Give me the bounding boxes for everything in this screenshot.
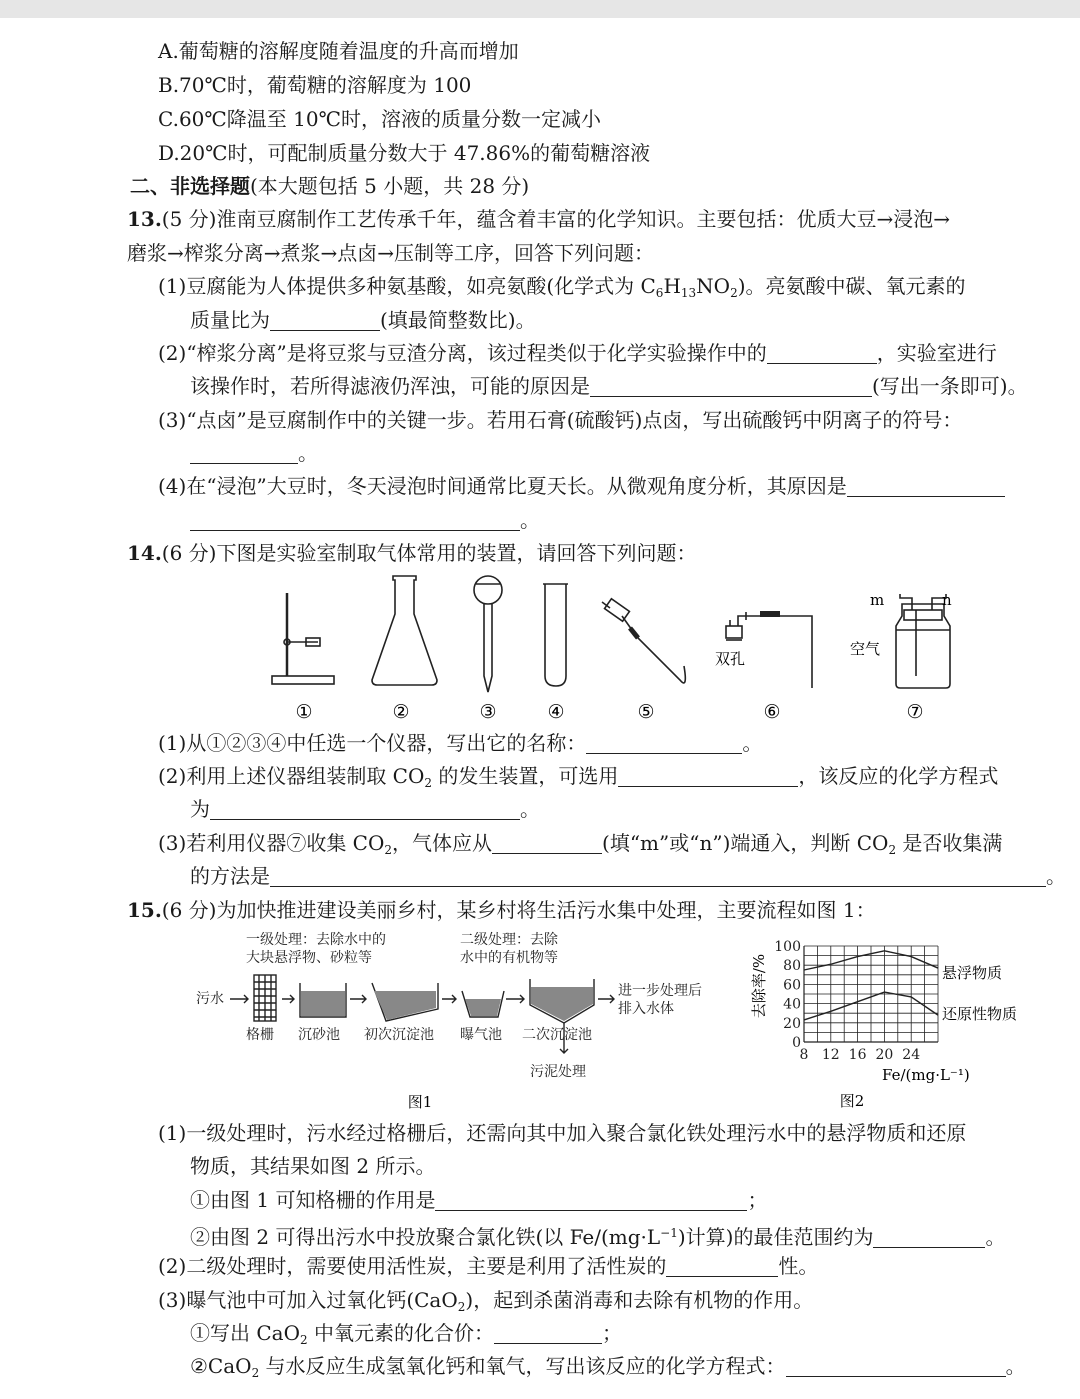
removal-rate-chart (752, 930, 1072, 1120)
q14-p2-tail: ，该反应的化学方程式 (798, 764, 999, 788)
q13-p1b-tail: (填最简整数比)。 (380, 308, 536, 332)
apparatus-figure (260, 568, 960, 728)
option-d: D.20℃时，可配制质量分数大于 47.86%的葡萄糖溶液 (158, 141, 651, 165)
q14-p3-mid: ，气体应从 (392, 831, 493, 855)
sub-6: 6 (655, 286, 664, 300)
q15-p1d-mid: )计算)的最佳范围约为 (677, 1225, 874, 1249)
q14-p2b-tail: 。 (520, 797, 540, 821)
q13-intro-1 (127, 206, 950, 232)
q15-p3b-tail: 。 (1005, 1354, 1026, 1378)
answer-blank[interactable] (494, 1321, 602, 1344)
q15-p3a-tail: ； (601, 1321, 622, 1345)
secondary-tank-label: 二次沉淀池 (522, 1027, 592, 1043)
answer-blank[interactable] (847, 474, 1005, 497)
answer-blank[interactable] (270, 864, 1046, 887)
sub-13: 13 (680, 286, 697, 300)
q13-p2-text: (2)“榨浆分离”是将豆浆与豆渣分离，该过程类似于化学实验操作中的 (158, 341, 767, 365)
q15-p2-tail: 性。 (778, 1254, 819, 1278)
q14-p3b-text: 的方法是 (190, 864, 270, 888)
answer-blank[interactable] (618, 764, 798, 787)
fig1-caption: 图1 (407, 1093, 433, 1111)
answer-blank[interactable] (767, 341, 877, 364)
shuangkong-label: 双孔 (715, 650, 746, 668)
q15-p3-text: (3)曝气池中可加入过氧化钙(CaO (158, 1288, 458, 1312)
q14-intro-text: (6 分)下图是实验室制取气体常用的装置，请回答下列问题： (161, 541, 697, 565)
q14-p1-text: (1)从①②③④中任选一个仪器，写出它的名称： (158, 731, 587, 755)
air-label: 空气 (850, 640, 881, 658)
answer-blank[interactable] (210, 797, 520, 820)
q14-p3-line2 (190, 863, 1066, 889)
q15-p1d-tail: 。 (985, 1225, 1006, 1249)
sub-2: 2 (457, 1300, 466, 1314)
process-flow-figure (190, 925, 750, 1115)
q13-p2b-text: 该操作时，若所得滤液仍浑浊，可能的原因是 (190, 374, 590, 398)
answer-blank[interactable] (190, 508, 520, 531)
q14-p3-tail: 是否收集满 (896, 831, 1003, 855)
q14-p1-tail: 。 (742, 731, 763, 755)
q13-p3-line1: (3)“点卤”是豆腐制作中的关键一步。若用石膏(硫酸钙)点卤，写出硫酸钙中阴离子的符号： (158, 408, 963, 432)
x-tick-label: 12 (821, 1047, 840, 1063)
q14-p3b-tail: 。 (1046, 864, 1066, 888)
q14-p2-line2 (190, 796, 540, 822)
answer-blank[interactable] (270, 308, 380, 331)
label-1: ① (295, 701, 313, 723)
q13-p4-tail: 。 (520, 508, 540, 532)
chart-grid (804, 946, 938, 1042)
q15-p3a-mid: 中氧元素的化合价： (307, 1321, 494, 1345)
primary-tank-label: 初次沉淀池 (364, 1027, 434, 1043)
output-line1: 进一步处理后 (618, 983, 702, 999)
q15-p1c-text: ①由图 1 可知格栅的作用是 (190, 1188, 436, 1212)
q13-p1-tail: )。亮氨酸中碳、氧元素的 (737, 274, 966, 298)
answer-blank[interactable] (492, 831, 602, 854)
sewage-label: 污水 (196, 991, 224, 1007)
q15-p2-text: (2)二级处理时，需要使用活性炭，主要是利用了活性炭的 (158, 1254, 667, 1278)
label-6: ⑥ (763, 701, 781, 723)
label-7: ⑦ (906, 701, 924, 723)
answer-blank[interactable] (666, 1254, 778, 1277)
q13-p3-line2 (190, 440, 318, 466)
q13-p1-line2 (190, 307, 536, 333)
single-hole-stopper-tube-illustration (602, 599, 685, 683)
sup-minus1: −1 (660, 1226, 678, 1240)
label-4: ④ (547, 701, 565, 723)
stage1-line1: 一级处理：去除水中的 (246, 932, 386, 948)
q15-p1c-tail: ； (747, 1188, 768, 1212)
q13-p1b-text: 质量比为 (190, 308, 270, 332)
section-note: (本大题包括 5 小题，共 28 分) (250, 174, 530, 198)
y-tick-label: 0 (792, 1035, 801, 1051)
q15-p3 (158, 1287, 813, 1320)
stage2-line2: 水中的有机物等 (460, 950, 558, 966)
series-label-suspended: 悬浮物质 (942, 964, 1003, 982)
no-symbol: NO (696, 274, 731, 298)
m-label: m (870, 591, 885, 609)
q15-p2 (158, 1253, 818, 1279)
output-line2: 排入水体 (618, 1001, 674, 1017)
x-tick-label: 16 (848, 1047, 867, 1063)
q13-p3-tail: 。 (298, 441, 318, 465)
q15-number: 15. (127, 898, 162, 922)
q14-p3-line1 (158, 830, 1002, 863)
answer-blank[interactable] (873, 1225, 985, 1248)
q13-p4-text: (4)在“浸泡”大豆时，冬天浸泡时间通常比夏天长。从微观角度分析，其原因是 (158, 474, 847, 498)
y-tick-label: 100 (774, 939, 801, 955)
q14-number: 14. (127, 541, 162, 565)
q13-p2-tail: ，实验室进行 (876, 341, 997, 365)
q14-p2-mid: 的发生装置，可选用 (432, 764, 619, 788)
sludge-label: 污泥处理 (530, 1064, 586, 1080)
sand-tank-label: 沉砂池 (298, 1027, 340, 1043)
sub-2: 2 (424, 776, 433, 790)
section-title (130, 173, 529, 199)
h-symbol: H (663, 274, 681, 298)
n-label: n (942, 591, 952, 609)
sub-2: 2 (384, 843, 393, 857)
label-5: ⑤ (637, 701, 655, 723)
section-title-text: 二、非选择题 (130, 174, 250, 198)
answer-blank[interactable] (586, 731, 742, 754)
q15-p3-sub2 (190, 1353, 1026, 1386)
x-axis-label: Fe/(mg·L⁻¹) (882, 1066, 970, 1084)
q14-intro (127, 540, 696, 566)
fig2-caption: 图2 (839, 1092, 865, 1110)
answer-blank[interactable] (590, 374, 872, 397)
q13-p1-text: (1)豆腐能为人体提供多种氨基酸，如亮氨酸(化学式为 C (158, 274, 656, 298)
q15-p3-tail: )，起到杀菌消毒和去除有机物的作用。 (465, 1288, 814, 1312)
test-tube-illustration (543, 584, 568, 686)
long-neck-funnel-illustration (474, 576, 502, 692)
option-b: B.70℃时，葡萄糖的溶解度为 100 (158, 73, 472, 97)
q13-p2-line1 (158, 340, 997, 366)
q13-p2b-tail: (写出一条即可)。 (872, 374, 1028, 398)
sub-2: 2 (251, 1366, 260, 1380)
q13-intro-text: (5 分)淮南豆腐制作工艺传承千年，蕴含着丰富的化学知识。主要包括：优质大豆→浸泡→ (161, 207, 950, 231)
q14-p1 (158, 730, 762, 756)
label-2: ② (392, 701, 410, 723)
stage2-line1: 二级处理：去除 (460, 932, 558, 948)
grid-label: 格栅 (246, 1027, 274, 1043)
top-gray-bar (0, 0, 1080, 18)
option-a: A.葡萄糖的溶解度随着温度的升高而增加 (158, 39, 519, 63)
sub-2: 2 (888, 843, 897, 857)
q15-intro (127, 897, 876, 923)
answer-blank[interactable] (190, 441, 298, 464)
y-tick-label: 60 (783, 977, 801, 994)
q15-p3b-text: ②CaO (190, 1354, 252, 1378)
sub-2: 2 (730, 286, 738, 300)
q14-p3-mid2: (填“m”或“n”)端通入，判断 CO (602, 831, 889, 855)
q15-p1d-text: ②由图 2 可得出污水中投放聚合氯化铁(以 Fe/(mg·L (190, 1225, 661, 1249)
q13-intro-2: 磨浆→榨浆分离→煮浆→点卤→压制等工序，回答下列问题： (127, 241, 655, 265)
iron-stand-illustration (272, 593, 334, 684)
q13-p4-line2 (190, 507, 540, 533)
series-label-reducing: 还原性物质 (942, 1005, 1018, 1023)
q15-p1-sub1 (190, 1187, 767, 1213)
aeration-tank-label: 曝气池 (460, 1027, 502, 1043)
option-c: C.60℃降温至 10℃时，溶液的质量分数一定减小 (158, 107, 601, 131)
q15-p1-line1: (1)一级处理时，污水经过格栅后，还需向其中加入聚合氯化铁处理污水中的悬浮物质和还原 (158, 1121, 967, 1145)
y-axis-label: 去除率/% (750, 953, 768, 1019)
x-tick-label: 8 (799, 1047, 809, 1063)
y-tick-label: 80 (783, 958, 801, 975)
q13-number: 13. (127, 207, 162, 231)
q13-p4-line1 (158, 473, 1005, 499)
q14-p2-line1 (158, 763, 998, 796)
sub-2: 2 (299, 1333, 308, 1347)
q15-p3-sub1 (190, 1320, 622, 1353)
q13-p1-line1 (158, 273, 966, 306)
q14-p2-text: (2)利用上述仪器组装制取 CO (158, 764, 425, 788)
q13-p2-line2 (190, 373, 1028, 399)
q15-p1-line2: 物质，其结果如图 2 所示。 (190, 1154, 436, 1178)
label-3: ③ (479, 701, 497, 723)
stage1-line2: 大块悬浮物、砂粒等 (246, 950, 372, 966)
q15-p3a-text: ①写出 CaO (190, 1321, 300, 1345)
q15-intro-text: (6 分)为加快推进建设美丽乡村，某乡村将生活污水集中处理，主要流程如图 1： (161, 898, 876, 922)
q14-p2b-text: 为 (190, 797, 210, 821)
conical-flask-illustration (372, 576, 437, 685)
answer-blank[interactable] (786, 1354, 1006, 1377)
y-tick-label: 40 (783, 996, 801, 1013)
q14-p3-text: (3)若利用仪器⑦收集 CO (158, 831, 385, 855)
x-tick-label: 24 (902, 1047, 921, 1063)
q15-p3b-mid: 与水反应生成氢氧化钙和氧气，写出该反应的化学方程式： (259, 1354, 786, 1378)
x-tick-label: 20 (875, 1047, 894, 1063)
y-tick-label: 20 (783, 1015, 801, 1032)
answer-blank[interactable] (435, 1188, 747, 1211)
q15-p1-sub2 (190, 1220, 1005, 1250)
